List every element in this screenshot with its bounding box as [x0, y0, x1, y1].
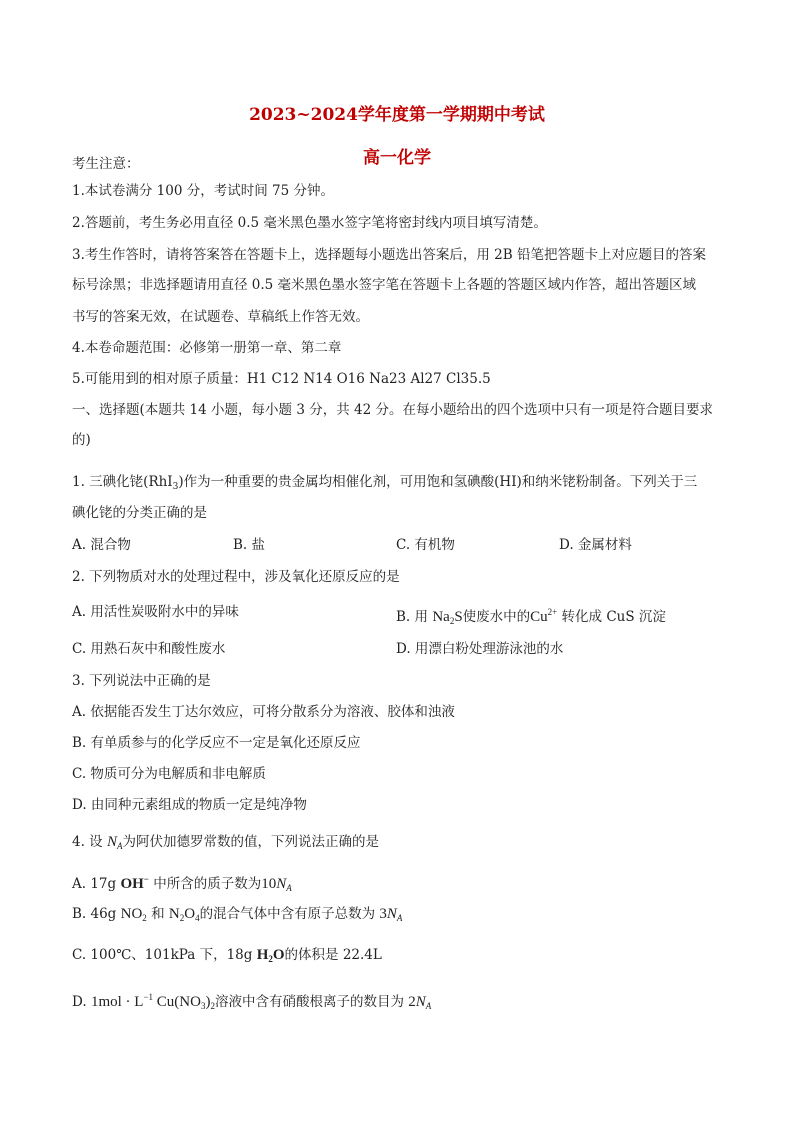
notice-item: 5.可能用到的相对原子质量：H1 C12 N14 O16 Na23 Al27 Cl35.5	[72, 371, 491, 387]
question-1-option-b: B. 盐	[233, 537, 266, 553]
notice-item: 书写的答案无效，在试题卷、草稿纸上作答无效。	[72, 309, 369, 325]
question-4-option-d: D. $1mol \cdot L^{-1}$ $Cu(NO_3)_2$溶液中含有硝酸根离子的数目为 $2N_A$	[72, 992, 432, 1011]
question-2-option-d: D. 用漂白粉处理游泳池的水	[396, 641, 564, 657]
question-1-option-c: C. 有机物	[396, 537, 455, 553]
question-1-stem-cont: 碘化铑的分类正确的是	[72, 505, 207, 521]
question-2-option-c: C. 用熟石灰中和酸性废水	[72, 641, 226, 657]
question-2-stem: 2. 下列物质对水的处理过程中，涉及氧化还原反应的是	[72, 569, 400, 585]
notice-item: 3.考生作答时，请将答案答在答题卡上，选择题每小题选出答案后，用 2B 铅笔把答题卡上对应题目的答案	[72, 247, 706, 263]
question-4-option-c: C. 100℃、101kPa 下，18g $H_2O$的体积是 22.4L	[72, 947, 382, 964]
exam-title: 2023~2024学年度第一学期期中考试	[249, 105, 545, 125]
question-1-option-d: D. 金属材料	[559, 537, 632, 553]
question-3-option-b: B. 有单质参与的化学反应不一定是氧化还原反应	[72, 735, 361, 751]
exam-subject: 高一化学	[363, 148, 431, 168]
question-4-stem: 4. 设 $N_A$为阿伏加德罗常数的值，下列说法正确的是	[72, 834, 379, 851]
notice-item: 1.本试卷满分 100 分，考试时间 75 分钟。	[72, 183, 334, 199]
notice-item: 标号涂黑；非选择题请用直径 0.5 毫米黑色墨水签字笔在答题卡上各题的答题区域内作答，超出答题区域	[72, 277, 697, 293]
section-heading-cont: 的)	[72, 432, 91, 448]
question-3-option-c: C. 物质可分为电解质和非电解质	[72, 766, 266, 782]
question-2-option-b: B. 用 $Na_2S$使废水中的$Cu^{2+}$ 转化成 CuS 沉淀	[396, 607, 666, 626]
question-1-option-a: A. 混合物	[72, 537, 131, 553]
notice-item: 4.本卷命题范围：必修第一册第一章、第二章	[72, 340, 342, 356]
question-3-option-a: A. 依据能否发生丁达尔效应，可将分散系分为溶液、胶体和浊液	[72, 704, 455, 720]
notice-item: 2.答题前，考生务必用直径 0.5 毫米黑色墨水签字笔将密封线内项目填写清楚。	[72, 215, 547, 231]
question-3-stem: 3. 下列说法中正确的是	[72, 673, 211, 689]
question-1-stem: 1. 三碘化铑(RhI$_3$)作为一种重要的贵金属均相催化剂，可用饱和氢碘酸(HI)和纳米铑粉制备。下列关于三	[72, 474, 698, 492]
section-heading: 一、选择题(本题共 14 小题，每小题 3 分，共 42 分。在每小题给出的四个选项中只有一项是符合题目要求	[72, 402, 713, 418]
question-4-option-b: B. 46g $NO_2$ 和 $N_2O_4$的混合气体中含有原子总数为 $3N_A$	[72, 906, 403, 923]
question-3-option-d: D. 由同种元素组成的物质一定是纯净物	[72, 797, 307, 813]
notice-heading: 考生注意：	[72, 156, 140, 172]
formula-rhi3: RhI$_3$	[148, 474, 179, 492]
question-4-option-a: A. 17g OH− 中所含的质子数为$10N_A$	[72, 874, 292, 893]
question-2-option-a: A. 用活性炭吸附水中的异味	[72, 604, 239, 620]
